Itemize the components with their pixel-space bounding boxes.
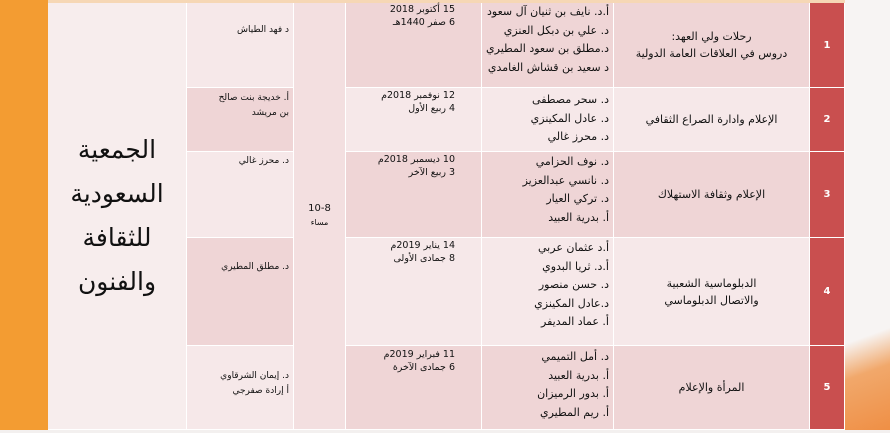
- date-hijri: 6 جمادى الآخرة: [392, 362, 455, 373]
- topic-cell: [614, 152, 810, 238]
- moderator-cell: [187, 152, 294, 238]
- date-cell: [346, 3, 482, 88]
- date-hijri: 8 جمادى الأولى: [393, 253, 455, 264]
- moderator-name: أ. خديجة بنت صالح: [218, 93, 289, 103]
- organization-line: والفنون: [77, 267, 157, 296]
- moderator-name: د. إيمان الشرقاوي: [220, 371, 289, 381]
- speaker-name: د سعيد بن قشاش الغامدي: [487, 60, 609, 74]
- date-cell: [346, 346, 482, 430]
- row-number-text: 4: [823, 286, 831, 297]
- speaker-name: أ. بدور الرميزان: [537, 387, 609, 400]
- speaker-name: د. نانسي عبدالعزيز: [522, 173, 609, 187]
- topic-line: دروس في العلاقات العامة الدولية: [635, 47, 788, 60]
- speaker-name: د. أمل التميمي: [541, 350, 609, 363]
- time-range: 10-8: [308, 203, 331, 214]
- speaker-name: د.عادل المكينزي: [534, 296, 609, 310]
- date-hijri: 6 صفر 1440هـ: [392, 17, 455, 28]
- moderator-name: أ إرادة صفرجي: [232, 386, 289, 396]
- speaker-name: د. علي بن دبكل العنزي: [503, 23, 609, 37]
- topic-cell: [614, 346, 810, 430]
- date-gregorian: 10 ديسمبر 2018م: [377, 154, 455, 165]
- organization-line: الجمعية: [77, 135, 157, 164]
- speaker-name: د. حسن منصور: [538, 278, 609, 291]
- row-number-text: 5: [823, 382, 831, 393]
- speakers-cell: [482, 346, 614, 430]
- row-number: [810, 346, 845, 430]
- speaker-name: د. نوف الحزامي: [535, 155, 609, 168]
- moderator-cell: [187, 88, 294, 152]
- moderator-cell: [187, 346, 294, 430]
- organization-line: للثقافة: [82, 223, 152, 252]
- topic-cell: [614, 3, 810, 88]
- speakers-cell: [482, 88, 614, 152]
- speaker-name: د. عادل المكينزي: [530, 111, 609, 125]
- date-gregorian: 11 فبراير 2019م: [383, 349, 455, 360]
- moderator-name: د فهد الطياش: [237, 25, 289, 35]
- row-number-text: 3: [823, 189, 831, 200]
- topic-line: المرأة والإعلام: [678, 381, 745, 394]
- time-period: مساء: [310, 218, 329, 227]
- speakers-cell: [482, 238, 614, 346]
- date-cell: [346, 238, 482, 346]
- row-number-text: 1: [823, 39, 831, 51]
- moderator-name: د. مطلق المطيري: [221, 262, 289, 272]
- row-number: [810, 152, 845, 238]
- orange-corner-decoration: [845, 300, 890, 430]
- speaker-name: أ. ريم المطيري: [539, 405, 609, 419]
- topic-line: الإعلام وثقافة الاستهلاك: [657, 188, 766, 201]
- row-number: [810, 238, 845, 346]
- date-gregorian: 12 نوفمبر 2018م: [381, 90, 455, 101]
- date-gregorian: 15 أكتوبر 2018: [389, 4, 455, 15]
- date-cell: [346, 152, 482, 238]
- speaker-name: أ. بدرية العبيد: [548, 368, 609, 382]
- moderator-name: د. محرز غالي: [238, 156, 289, 166]
- speaker-name: أ. عماد المديفر: [541, 315, 609, 328]
- topic-line: الإعلام وادارة الصراع الثقافي: [645, 113, 778, 126]
- date-hijri: 3 ربيع الآخر: [408, 167, 455, 178]
- date-cell: [346, 88, 482, 152]
- speaker-name: أ.د عثمان عربي: [538, 241, 609, 254]
- speakers-cell: [482, 152, 614, 238]
- row-number-text: 2: [823, 114, 831, 125]
- date-gregorian: 14 يناير 2019م: [390, 240, 455, 251]
- topic-cell: [614, 238, 810, 346]
- moderator-cell: [187, 3, 294, 88]
- topic-line: الدبلوماسية الشعبية: [666, 276, 757, 290]
- row-number: [810, 88, 845, 152]
- topic-line: رحلات ولي العهد:: [671, 30, 752, 43]
- speaker-name: أ.د. نايف بن ثنيان آل سعود: [486, 5, 609, 18]
- organization-line: السعودية: [70, 179, 164, 208]
- speaker-name: أ. بدرية العبيد: [548, 210, 609, 224]
- row-number: [810, 3, 845, 88]
- time-cell: [294, 3, 346, 430]
- orange-side-band: [0, 0, 48, 430]
- speaker-name: أ.د. ثريا البدوي: [542, 259, 609, 273]
- speakers-cell: [482, 3, 614, 88]
- topic-cell: [614, 88, 810, 152]
- moderator-name: بن مريشد: [251, 108, 289, 118]
- topic-line: والاتصال الدبلوماسي: [664, 293, 759, 307]
- schedule-table: [48, 3, 845, 433]
- speaker-name: د. تركي العيار: [546, 192, 609, 205]
- speaker-name: د. محرز غالي: [547, 130, 609, 143]
- speaker-name: د. سحر مصطفى: [532, 93, 609, 106]
- moderator-cell: [187, 238, 294, 346]
- speaker-name: د.مطلق بن سعود المطيري: [486, 42, 609, 55]
- date-hijri: 4 ربيع الأول: [408, 103, 455, 114]
- organization-cell: [48, 3, 187, 430]
